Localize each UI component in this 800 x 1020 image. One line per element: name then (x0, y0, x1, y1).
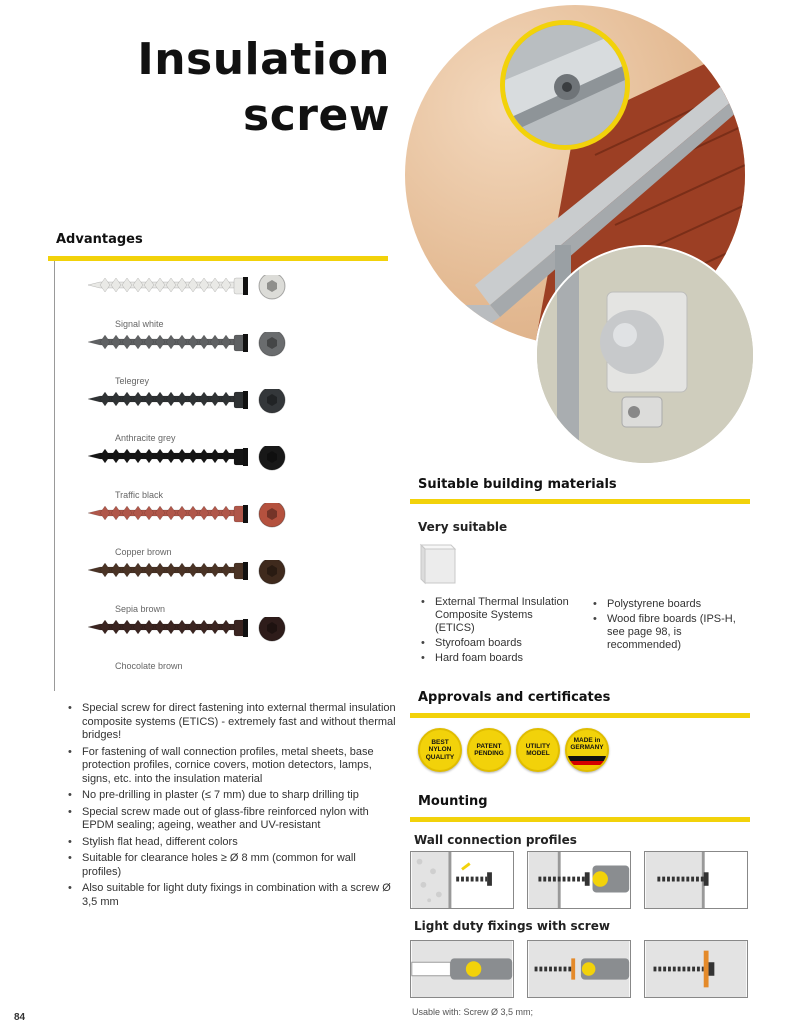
mounting-step-3-image (644, 851, 748, 909)
wall-connection-steps (410, 851, 748, 909)
advantage-item: • Stylish flat head, different colors (66, 836, 396, 850)
wall-connection-heading: Wall connection profiles (414, 833, 577, 847)
badge-best-nylon-quality: BEST NYLON QUALITY (418, 728, 462, 772)
badge-patent-pending: PATENT PENDING (467, 728, 511, 772)
screw-color-label: Telegrey (115, 376, 150, 386)
screw-icon (88, 389, 298, 423)
screw-color-label: Anthracite grey (115, 433, 176, 443)
screw-item (88, 332, 308, 389)
material-item: • Wood fibre boards (IPS-H, see page 98, is recommended) (591, 613, 741, 652)
screw-item (88, 446, 308, 503)
detail-photo-screw-head (500, 20, 630, 150)
screw-color-label: Chocolate brown (115, 661, 183, 671)
page-number: 84 (14, 1012, 26, 1020)
screw-icon (88, 446, 298, 480)
materials-list-right (591, 598, 741, 654)
material-item: • Styrofoam boards (419, 637, 569, 650)
materials-list-left (419, 596, 569, 667)
screw-color-label: Copper brown (115, 547, 172, 557)
building-material-cube-icon (419, 543, 461, 585)
screw-item (88, 503, 308, 560)
material-item: • Hard foam boards (419, 652, 569, 665)
title-line-2: screw (243, 90, 390, 141)
advantages-side-rule (54, 261, 55, 691)
advantage-item: • Also suitable for light duty fixings in combination with a screw Ø 3,5 mm (66, 882, 396, 909)
screw-item (88, 617, 308, 674)
advantages-divider (48, 256, 388, 261)
screw-item (88, 389, 308, 446)
light-duty-step-1-image (410, 940, 514, 998)
mounting-divider (410, 817, 750, 822)
advantage-item: • No pre-drilling in plaster (≤ 7 mm) due to sharp drilling tip (66, 789, 396, 803)
screw-icon (88, 503, 298, 537)
advantages-list (66, 702, 396, 912)
screw-color-label: Signal white (115, 319, 164, 329)
material-item: • Polystyrene boards (591, 598, 741, 611)
screw-icon (88, 275, 298, 309)
screw-color-label: Traffic black (115, 490, 164, 500)
very-suitable-heading: Very suitable (418, 520, 508, 534)
page-title (137, 32, 390, 144)
light-duty-steps (410, 940, 748, 998)
title-line-1: Insulation (137, 34, 390, 85)
badge-utility-model: UTILITY MODEL (516, 728, 560, 772)
screw-color-list (88, 275, 308, 674)
screw-icon (88, 617, 298, 651)
german-flag-icon (567, 756, 607, 770)
advantage-item: • Suitable for clearance holes ≥ Ø 8 mm (common for wall profiles) (66, 852, 396, 879)
screw-item (88, 560, 308, 617)
mounting-step-2-image (527, 851, 631, 909)
light-duty-step-3-image (644, 940, 748, 998)
flag-stripe (567, 765, 607, 770)
screw-color-label: Sepia brown (115, 604, 166, 614)
light-duty-heading: Light duty fixings with screw (414, 919, 610, 933)
advantage-item: • For fastening of wall connection profiles, metal sheets, base protection profiles, cornice covers, motion detectors, lamps, signs, etc. into the insulation material (66, 746, 396, 787)
screw-icon (88, 332, 298, 366)
badge-made-in-germany: MADE in GERMANY (565, 728, 609, 772)
screw-item (88, 275, 308, 332)
materials-divider (410, 499, 750, 504)
material-item: • External Thermal Insulation Composite Systems (ETICS) (419, 596, 569, 635)
light-duty-step-2-image (527, 940, 631, 998)
detail-photo-motion-detector (535, 245, 755, 465)
certificate-badges (418, 728, 609, 772)
materials-heading: Suitable building materials (418, 477, 617, 492)
advantage-item: • Special screw for direct fastening into external thermal insulation composite systems (ETICS) - extremely fast and without thermal bridges! (66, 702, 396, 743)
approvals-divider (410, 713, 750, 718)
advantage-item: • Special screw made out of glass-fibre reinforced nylon with EPDM sealing; ageing, weather and UV-resistant (66, 806, 396, 833)
screw-icon (88, 560, 298, 594)
usable-with-note: Usable with: Screw Ø 3,5 mm; (412, 1007, 534, 1017)
advantages-heading: Advantages (56, 232, 143, 247)
approvals-heading: Approvals and certificates (418, 690, 611, 705)
mounting-heading: Mounting (418, 794, 488, 809)
mounting-step-1-image (410, 851, 514, 909)
